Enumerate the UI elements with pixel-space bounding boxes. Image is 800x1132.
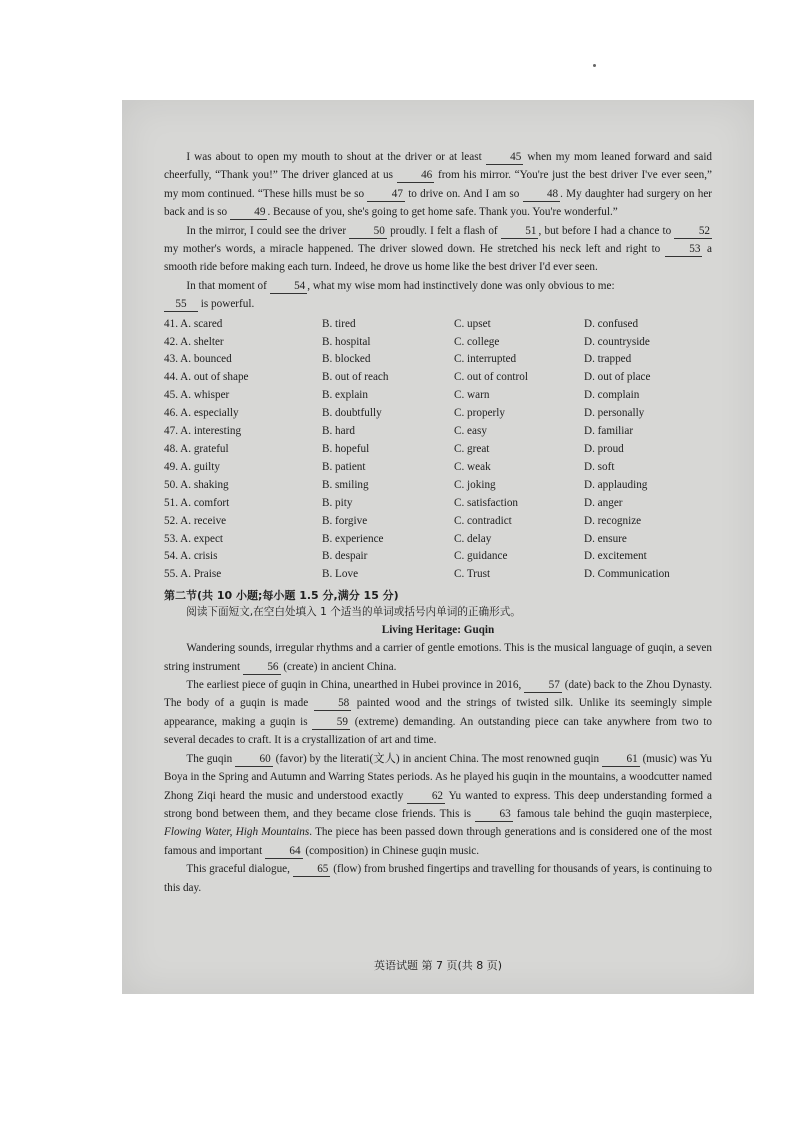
text: , but before I had a chance to — [538, 224, 672, 237]
option-47-A[interactable]: 47. A. interesting — [164, 425, 242, 438]
passage2-paragraph-4 — [164, 860, 712, 897]
option-54-A[interactable]: 54. A. crisis — [164, 550, 218, 563]
option-53-C[interactable]: C. delay — [454, 532, 492, 545]
text: from his mirror. “You're just the best driver I've ever seen,” my mom continued. “These hills must be so — [164, 169, 713, 200]
section-heading: 第二节(共 10 小题;每小题 1.5 分,满分 15 分) — [164, 589, 399, 603]
blank-48[interactable]: 48 — [523, 188, 561, 202]
option-54-D[interactable]: D. excitement — [584, 550, 647, 563]
option-51-D[interactable]: D. anger — [584, 496, 623, 509]
option-49-B[interactable]: B. patient — [322, 460, 366, 473]
option-44-A[interactable]: 44. A. out of shape — [164, 371, 249, 384]
option-46-B[interactable]: B. doubtfully — [322, 407, 382, 420]
blank-55[interactable]: 55 — [164, 298, 198, 312]
option-44-B[interactable]: B. out of reach — [322, 371, 389, 384]
option-54-B[interactable]: B. despair — [322, 550, 368, 563]
blank-58[interactable]: 58 — [314, 697, 352, 711]
blank-65[interactable]: 65 — [293, 863, 331, 877]
text: (flow) from brushed fingertips and travelling for thousands of years, is continuing to this day. — [164, 863, 713, 894]
text: The guqin — [186, 752, 233, 765]
text: . My daughter had surgery on her back and is so — [164, 187, 713, 219]
blank-59[interactable]: 59 — [312, 716, 350, 730]
option-54-C[interactable]: C. guidance — [454, 550, 508, 563]
text: painted wood and the strings of twisted silk. Unlike its seemingly simple appearance, making a guqin is — [164, 697, 713, 728]
blank-45[interactable]: 45 — [486, 151, 524, 165]
option-47-B[interactable]: B. hard — [322, 425, 355, 438]
option-55-D[interactable]: D. Communication — [584, 568, 670, 581]
text: (music) was Yu Boya in the Spring and Autumn and Warring States periods. As he played his guqin in the mountains, a woodcutter named Zhong Ziqi heard the music and understood exactly — [164, 752, 713, 802]
text: Wandering sounds, irregular rhythms and a carrier of gentle emotions. This is the musical language of guqin, a seven string instrument — [164, 642, 712, 673]
option-51-C[interactable]: C. satisfaction — [454, 496, 519, 509]
passage2-paragraph-3 — [164, 750, 712, 860]
exam-page — [122, 100, 754, 994]
option-44-D[interactable]: D. out of place — [584, 371, 651, 384]
text: (favor) by the literati(文人) in ancient China. The most renowned guqin — [275, 752, 600, 765]
option-45-C[interactable]: C. warn — [454, 389, 490, 402]
blank-53[interactable]: 53 — [665, 243, 703, 257]
option-45-B[interactable]: B. explain — [322, 389, 368, 402]
option-46-A[interactable]: 46. A. especially — [164, 407, 239, 420]
section-instruction: 阅读下面短文,在空白处填入 1 个适当的单词或括号内单词的正确形式。 — [186, 606, 521, 619]
text: to drive on. And I am so — [408, 187, 520, 200]
option-55-C[interactable]: C. Trust — [454, 568, 491, 581]
passage-title: Living Heritage: Guqin — [381, 624, 495, 637]
option-45-D[interactable]: D. complain — [584, 389, 640, 402]
text: In that moment of — [186, 279, 267, 292]
option-49-D[interactable]: D. soft — [584, 460, 615, 473]
text: In the mirror, I could see the driver — [186, 224, 347, 237]
text: . The piece has been passed down through generations and is considered one of the most famous and important — [164, 826, 712, 857]
option-52-C[interactable]: C. contradict — [454, 514, 512, 527]
option-50-D[interactable]: D. applauding — [584, 478, 648, 491]
text: my mother's words, a miracle happened. The driver slowed down. He stretched his neck left and right to — [164, 243, 661, 256]
text: famous tale behind the guqin masterpiece, — [516, 807, 713, 820]
blank-52[interactable]: 52 — [674, 225, 712, 239]
option-48-A[interactable]: 48. A. grateful — [164, 443, 229, 455]
option-47-C[interactable]: C. easy — [454, 425, 487, 438]
option-44-C[interactable]: C. out of control — [454, 371, 528, 384]
option-49-A[interactable]: 49. A. guilty — [164, 460, 220, 473]
option-52-A[interactable]: 52. A. receive — [164, 514, 227, 527]
option-48-B[interactable]: B. hopeful — [322, 443, 370, 455]
text: I was about to open my mouth to shout at the driver or at least — [186, 151, 482, 163]
text: is powerful. — [200, 298, 255, 311]
blank-60[interactable]: 60 — [235, 753, 273, 767]
option-50-B[interactable]: B. smiling — [322, 478, 369, 491]
option-48-D[interactable]: D. proud — [584, 443, 624, 455]
text: (extreme) demanding. An outstanding piece can take anywhere from two to several decades to craft. It is a crystallization of art and time. — [164, 715, 713, 747]
option-42-D[interactable]: D. countryside — [584, 335, 650, 348]
option-43-D[interactable]: D. trapped — [584, 353, 632, 366]
page-footer: 英语试题 第 7 页(共 8 页) — [373, 959, 503, 972]
option-41-C[interactable]: C. upset — [454, 317, 491, 330]
option-52-B[interactable]: B. forgive — [322, 514, 368, 527]
option-43-C[interactable]: C. interrupted — [454, 353, 517, 366]
option-42-B[interactable]: B. hospital — [322, 335, 371, 348]
blank-62[interactable]: 62 — [407, 790, 445, 804]
blank-51[interactable]: 51 — [501, 225, 539, 239]
option-55-A[interactable]: 55. A. Praise — [164, 568, 222, 581]
option-50-A[interactable]: 50. A. shaking — [164, 478, 229, 491]
option-51-B[interactable]: B. pity — [322, 496, 353, 509]
option-41-D[interactable]: D. confused — [584, 317, 639, 330]
blank-63[interactable]: 63 — [475, 808, 513, 822]
text: (create) in ancient China. — [283, 660, 397, 673]
blank-49[interactable]: 49 — [230, 206, 268, 220]
text: when my mom leaned forward and said cheerfully, “Thank you!” The driver glanced at us — [164, 151, 713, 182]
blank-54[interactable]: 54 — [270, 280, 308, 294]
option-52-D[interactable]: D. recognize — [584, 514, 642, 527]
option-53-A[interactable]: 53. A. expect — [164, 532, 224, 545]
option-50-C[interactable]: C. joking — [454, 478, 496, 491]
blank-64[interactable]: 64 — [265, 845, 303, 859]
option-42-A[interactable]: 42. A. shelter — [164, 335, 224, 348]
passage1-paragraph-3 — [164, 277, 712, 295]
passage2-paragraph-1 — [164, 639, 712, 676]
option-48-C[interactable]: C. great — [454, 443, 490, 455]
option-42-C[interactable]: C. college — [454, 335, 500, 348]
passage2-paragraph-2 — [164, 676, 712, 750]
text: a smooth ride before making each turn. Indeed, he drove us home like the best driver I'd ever seen. — [164, 243, 713, 274]
option-53-B[interactable]: B. experience — [322, 532, 384, 545]
blank-50[interactable]: 50 — [349, 225, 387, 239]
option-53-D[interactable]: D. ensure — [584, 532, 627, 545]
option-55-B[interactable]: B. Love — [322, 568, 359, 581]
blank-57[interactable]: 57 — [524, 679, 562, 693]
text: Yu wanted to express. This deep understanding formed a strong bond between them, and they became close friends. This is — [164, 789, 713, 820]
option-46-D[interactable]: D. personally — [584, 407, 645, 420]
passage1-paragraph-1 — [164, 148, 712, 222]
option-41-B[interactable]: B. tired — [322, 317, 356, 330]
text: proudly. I felt a flash of — [390, 224, 498, 237]
text: (date) back to the Zhou Dynasty. The body of a guqin is made — [164, 679, 713, 710]
masterpiece-title: Flowing Water, High Mountains — [164, 826, 310, 839]
option-43-B[interactable]: B. blocked — [322, 353, 371, 366]
text: This graceful dialogue, — [186, 863, 290, 876]
blank-47[interactable]: 47 — [367, 188, 405, 202]
option-46-C[interactable]: C. properly — [454, 407, 505, 420]
option-41-A[interactable]: 41. A. scared — [164, 317, 223, 330]
text: The earliest piece of guqin in China, unearthed in Hubei province in 2016, — [186, 679, 522, 692]
option-49-C[interactable]: C. weak — [454, 460, 491, 473]
blank-46[interactable]: 46 — [397, 169, 435, 183]
option-51-A[interactable]: 51. A. comfort — [164, 496, 230, 509]
blank-56[interactable]: 56 — [243, 661, 281, 675]
blank-61[interactable]: 61 — [602, 753, 640, 767]
option-45-A[interactable]: 45. A. whisper — [164, 389, 230, 402]
passage1-paragraph-3-cont — [164, 295, 712, 313]
options-table — [164, 316, 712, 585]
text: , what my wise mom had instinctively done was only obvious to me: — [307, 279, 615, 292]
text: (composition) in Chinese guqin music. — [305, 844, 480, 857]
passage1-paragraph-2 — [164, 222, 712, 277]
option-43-A[interactable]: 43. A. bounced — [164, 353, 232, 366]
page-content — [164, 148, 712, 897]
option-47-D[interactable]: D. familiar — [584, 425, 634, 438]
stray-dot — [593, 64, 596, 67]
text: . Because of you, she's going to get home safe. Thank you. You're wonderful.” — [267, 206, 618, 219]
